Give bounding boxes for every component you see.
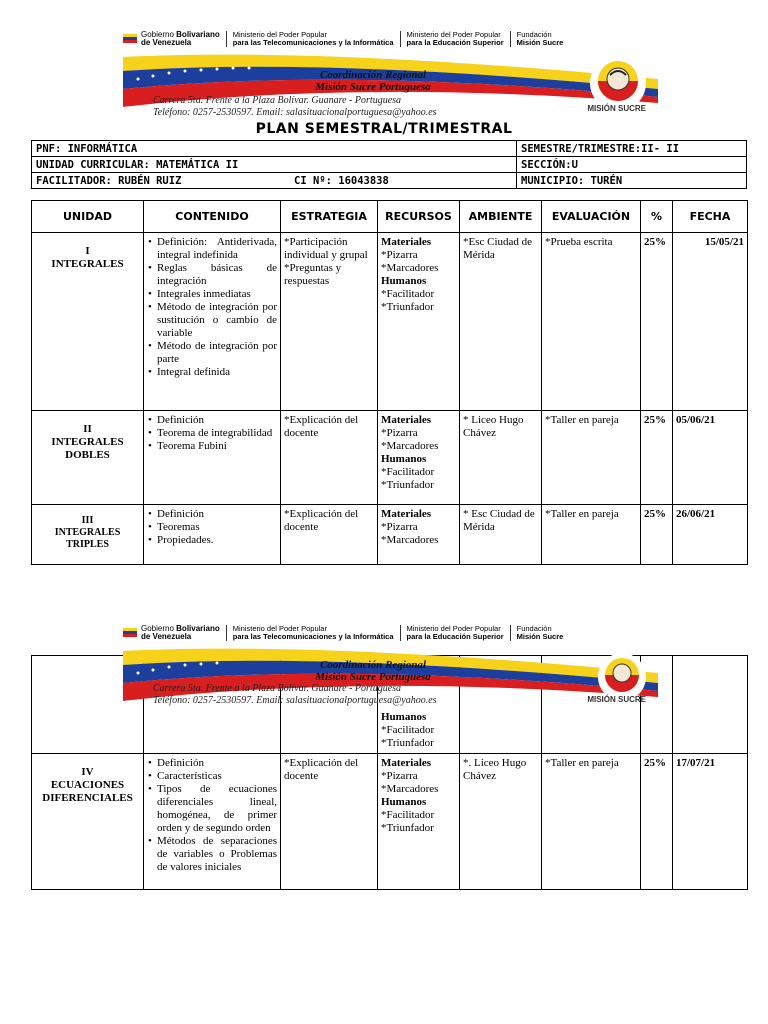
address <box>153 95 437 119</box>
materiales-label: Materiales <box>381 508 432 520</box>
table-row <box>32 754 748 890</box>
materiales-label: Materiales <box>381 757 432 769</box>
table-row <box>32 411 748 505</box>
ambiente-cell: *Esc Ciudad de Mérida <box>460 233 542 411</box>
col-fecha: FECHA <box>673 201 748 233</box>
unit-name: ECUACIONES DIFERENCIALES <box>42 779 133 804</box>
address-line-2: Teléfono: 0257-2530597. Email: salasituacionalportuguesa@yahoo.es <box>153 107 437 118</box>
fecha-cell: 17/07/21 <box>673 754 748 890</box>
foundation-line: Misión Sucre <box>516 38 564 47</box>
mision-sucre-logo-icon <box>590 55 646 111</box>
recurso-item: *Pizarra <box>381 521 418 533</box>
venezuela-flag-icon <box>123 32 137 46</box>
gov-name-country: de Venezuela <box>141 38 192 47</box>
recurso-item: *Marcadores <box>381 262 439 274</box>
gov-name-country: de Venezuela <box>141 632 192 641</box>
fecha-cell <box>673 656 748 754</box>
evaluacion-cell: *Taller en pareja <box>542 505 641 565</box>
humanos-label: Humanos <box>381 711 427 723</box>
col-unidad: UNIDAD <box>32 201 144 233</box>
table-row <box>32 505 748 565</box>
ambiente-cell: * Liceo Hugo Chávez <box>460 411 542 505</box>
unit-cell <box>32 505 144 565</box>
foundation-line: Fundación <box>516 30 552 39</box>
address <box>153 683 437 707</box>
list-item: • Teoremas <box>147 521 277 534</box>
gov-logo <box>123 625 226 641</box>
pct-cell: 25% <box>641 754 673 890</box>
ministry-line: Ministerio del Poder Popular <box>232 624 327 633</box>
pct-cell: 25% <box>641 505 673 565</box>
page-title: PLAN SEMESTRAL/TRIMESTRAL <box>255 121 513 137</box>
estrategia-cell: *Explicación del docente <box>281 505 378 565</box>
list-item: • Integrales inmediatas <box>147 288 277 301</box>
gov-name-bold: Bolivariano <box>176 624 220 633</box>
recurso-item: *Pizarra <box>381 770 418 782</box>
header-banner-2 <box>123 621 658 716</box>
ministry-line: para la Educación Superior <box>406 632 504 641</box>
address-line-1: Carrera 5ta. Frente a la Plaza Bolívar. Guanare - Portuguesa <box>153 683 402 694</box>
coord-line-2: Misión Sucre Portuguesa <box>315 671 431 683</box>
foundation-line: Misión Sucre <box>516 632 564 641</box>
ministry-education <box>400 625 510 641</box>
facilitador-cell: FACILITADOR: RUBÉN RUIZ <box>32 173 291 189</box>
col-evaluacion: EVALUACIÓN <box>542 201 641 233</box>
recurso-item: *Triunfador <box>381 822 434 834</box>
estrategia-cell: *Participación individual y grupal *Preguntas y respuestas <box>281 233 378 411</box>
address-line-2: Teléfono: 0257-2530597. Email: salasituacionalportuguesa@yahoo.es <box>153 695 437 706</box>
recurso-item: *Facilitador <box>381 809 435 821</box>
ministry-telecom <box>226 31 400 47</box>
list-item: • Integral definida <box>147 366 277 379</box>
logo-label: MISIÓN SUCRE <box>587 695 646 704</box>
list-item: • Reglas básicas de integración <box>147 262 277 288</box>
foundation-line: Fundación <box>516 624 552 633</box>
contenido-cell <box>144 411 281 505</box>
semestre-cell: SEMESTRE/TRIMESTRE:II- II <box>517 141 747 157</box>
ministry-line: Ministerio del Poder Popular <box>406 624 501 633</box>
venezuela-flag-icon <box>123 626 137 640</box>
humanos-label: Humanos <box>381 275 427 287</box>
list-item: • Teorema de integrabilidad <box>147 427 277 440</box>
recursos-cell <box>378 411 460 505</box>
pnf-cell: PNF: INFORMÁTICA <box>32 141 517 157</box>
contenido-cell <box>144 505 281 565</box>
contenido-cell <box>144 754 281 890</box>
address-line-1: Carrera 5ta. Frente a la Plaza Bolívar. Guanare - Portuguesa <box>153 95 402 106</box>
ci-cell: CI Nº: 16043838 <box>290 173 517 189</box>
coord-line-2: Misión Sucre Portuguesa <box>315 81 431 93</box>
municipio-cell: MUNICIPIO: TURÉN <box>517 173 747 189</box>
table-header-row <box>32 201 748 233</box>
fecha-cell: 26/06/21 <box>673 505 748 565</box>
list-item: • Teorema Fubini <box>147 440 277 453</box>
ministry-line: Ministerio del Poder Popular <box>232 30 327 39</box>
ministry-line: para las Telecomunicaciones y la Informática <box>232 632 394 641</box>
pct-cell: 25% <box>641 411 673 505</box>
gov-logo <box>123 31 226 47</box>
ministry-line: para la Educación Superior <box>406 38 504 47</box>
unit-name: INTEGRALES TRIPLES <box>54 527 121 550</box>
list-item: • Definición <box>147 508 277 521</box>
list-item: • Definición: Antiderivada, integral indefinida <box>147 236 277 262</box>
recursos-cell <box>378 505 460 565</box>
col-ambiente: AMBIENTE <box>460 201 542 233</box>
col-pct: % <box>641 201 673 233</box>
recursos-cell <box>378 754 460 890</box>
recurso-item: *Marcadores <box>381 440 439 452</box>
recurso-item: *Pizarra <box>381 427 418 439</box>
col-contenido: CONTENIDO <box>144 201 281 233</box>
list-item: • Método de integración por sustitución o cambio de variable <box>147 301 277 340</box>
recurso-item: *Triunfador <box>381 737 434 749</box>
gov-name: Gobierno <box>141 30 174 39</box>
header-banner <box>123 27 658 122</box>
humanos-label: Humanos <box>381 453 427 465</box>
foundation <box>510 31 570 47</box>
recurso-item: *Triunfador <box>381 301 434 313</box>
unit-number: II <box>83 423 92 435</box>
gov-name: Gobierno <box>141 624 174 633</box>
ministry-education <box>400 31 510 47</box>
recurso-item: *Triunfador <box>381 479 434 491</box>
col-estrategia: ESTRATEGIA <box>281 201 378 233</box>
list-item: • Propiedades. <box>147 534 277 547</box>
foundation <box>510 625 570 641</box>
unit-name: INTEGRALES DOBLES <box>51 436 124 461</box>
info-table <box>31 140 747 189</box>
unit-cell <box>32 411 144 505</box>
coord-line-1: Coordinación Regional <box>319 659 427 671</box>
recurso-item: *Facilitador <box>381 288 435 300</box>
ministry-telecom <box>226 625 400 641</box>
materiales-label: Materiales <box>381 414 432 426</box>
recursos-cell <box>378 233 460 411</box>
list-item: • Características <box>147 770 277 783</box>
recurso-item: *Facilitador <box>381 724 435 736</box>
unidad-cell: UNIDAD CURRICULAR: MATEMÁTICA II <box>32 157 517 173</box>
recurso-item: *Facilitador <box>381 466 435 478</box>
list-item: • Método de integración por parte <box>147 340 277 366</box>
ambiente-cell: *. Liceo Hugo Chávez <box>460 754 542 890</box>
evaluacion-cell: *Prueba escrita <box>542 233 641 411</box>
unit-number: III <box>81 515 94 526</box>
list-item: • Definición <box>147 414 277 427</box>
estrategia-cell: *Explicación del docente <box>281 411 378 505</box>
evaluacion-cell: *Taller en pareja <box>542 411 641 505</box>
materiales-label: Materiales <box>381 236 432 248</box>
contenido-cell <box>144 233 281 411</box>
recurso-item: *Pizarra <box>381 249 418 261</box>
unit-cell <box>32 754 144 890</box>
recurso-item: *Marcadores <box>381 534 439 546</box>
unit-name: INTEGRALES <box>51 258 124 270</box>
ministry-line: Ministerio del Poder Popular <box>406 30 501 39</box>
pct-cell: 25% <box>641 233 673 411</box>
logo-label: MISIÓN SUCRE <box>587 104 646 113</box>
plan-table <box>31 200 748 565</box>
fecha-cell: 05/06/21 <box>673 411 748 505</box>
unit-cell <box>32 233 144 411</box>
estrategia-cell: *Explicación del docente <box>281 754 378 890</box>
list-item: • Definición <box>147 757 277 770</box>
list-item: • Métodos de separaciones de variables o Problemas de valores iniciales <box>147 835 277 874</box>
seccion-cell: SECCIÓN:U <box>517 157 747 173</box>
coord-line-1: Coordinación Regional <box>319 69 427 81</box>
col-recursos: RECURSOS <box>378 201 460 233</box>
evaluacion-cell: *Taller en pareja <box>542 754 641 890</box>
list-item: • Tipos de ecuaciones diferenciales lineal, homogénea, de primer orden y de segundo orden <box>147 783 277 835</box>
unit-number: IV <box>81 766 94 778</box>
recurso-item: *Marcadores <box>381 783 439 795</box>
coord-title <box>223 659 523 683</box>
gov-name-bold: Bolivariano <box>176 30 220 39</box>
mision-sucre-logo-icon <box>598 653 646 701</box>
fecha-cell: 15/05/21 <box>673 233 748 411</box>
ambiente-cell: * Esc Ciudad de Mérida <box>460 505 542 565</box>
humanos-label: Humanos <box>381 796 427 808</box>
unit-number: I <box>85 245 90 257</box>
ministry-line: para las Telecomunicaciones y la Informática <box>232 38 394 47</box>
coord-title <box>223 69 523 93</box>
table-row <box>32 233 748 411</box>
